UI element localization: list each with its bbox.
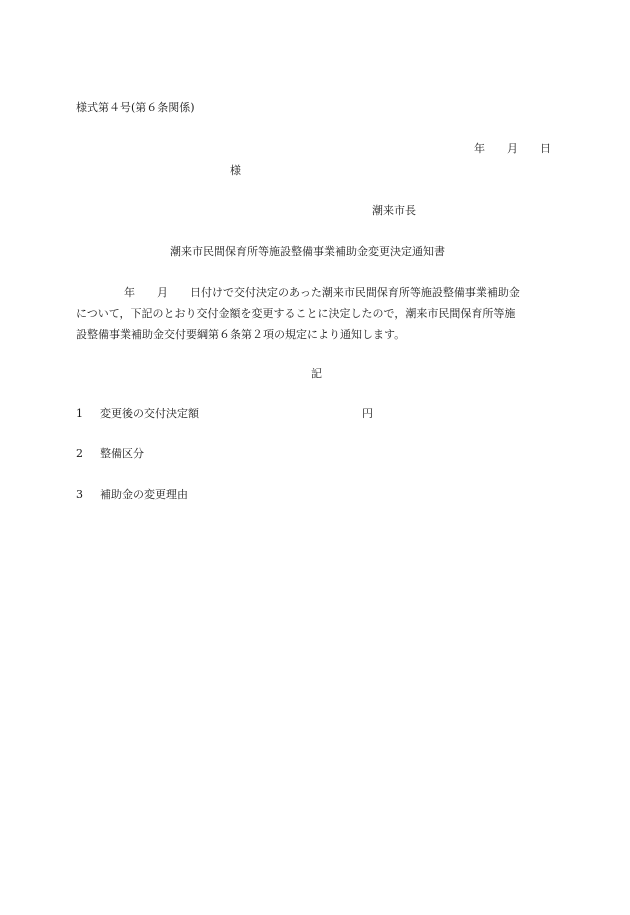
ki-heading: 記 [311, 367, 322, 380]
item-1 [76, 408, 199, 419]
body-year: 年 [124, 286, 135, 299]
item-label: 変更後の交付決定額 [100, 407, 199, 420]
date-month: 月 [507, 142, 518, 155]
date-line [474, 143, 551, 154]
date-day: 日 [540, 142, 551, 155]
body-line-1-rest: 日付けで交付決定のあった潮来市民間保育所等施設整備事業補助金 [190, 286, 520, 299]
body-month: 月 [157, 286, 168, 299]
item-number: 1 [76, 407, 83, 420]
body-line-1 [124, 287, 520, 298]
body-line-2: について，下記のとおり交付金額を変更することに決定したので，潮来市民間保育所等施 [76, 307, 516, 320]
item-3 [76, 489, 188, 500]
item-label: 整備区分 [100, 447, 144, 460]
form-number: 様式第４号(第６条関係) [76, 101, 195, 114]
yen-unit: 円 [362, 407, 373, 420]
issuer: 潮来市長 [372, 204, 416, 217]
addressee-suffix: 様 [230, 164, 241, 177]
item-label: 補助金の変更理由 [100, 488, 188, 501]
item-number: 3 [76, 488, 83, 501]
date-year: 年 [474, 142, 485, 155]
body-line-3: 設整備事業補助金交付要綱第６条第２項の規定により通知します。 [76, 328, 406, 341]
item-number: 2 [76, 447, 83, 460]
document-title: 潮来市民間保育所等施設整備事業補助金変更決定通知書 [170, 245, 445, 258]
item-2 [76, 448, 144, 459]
